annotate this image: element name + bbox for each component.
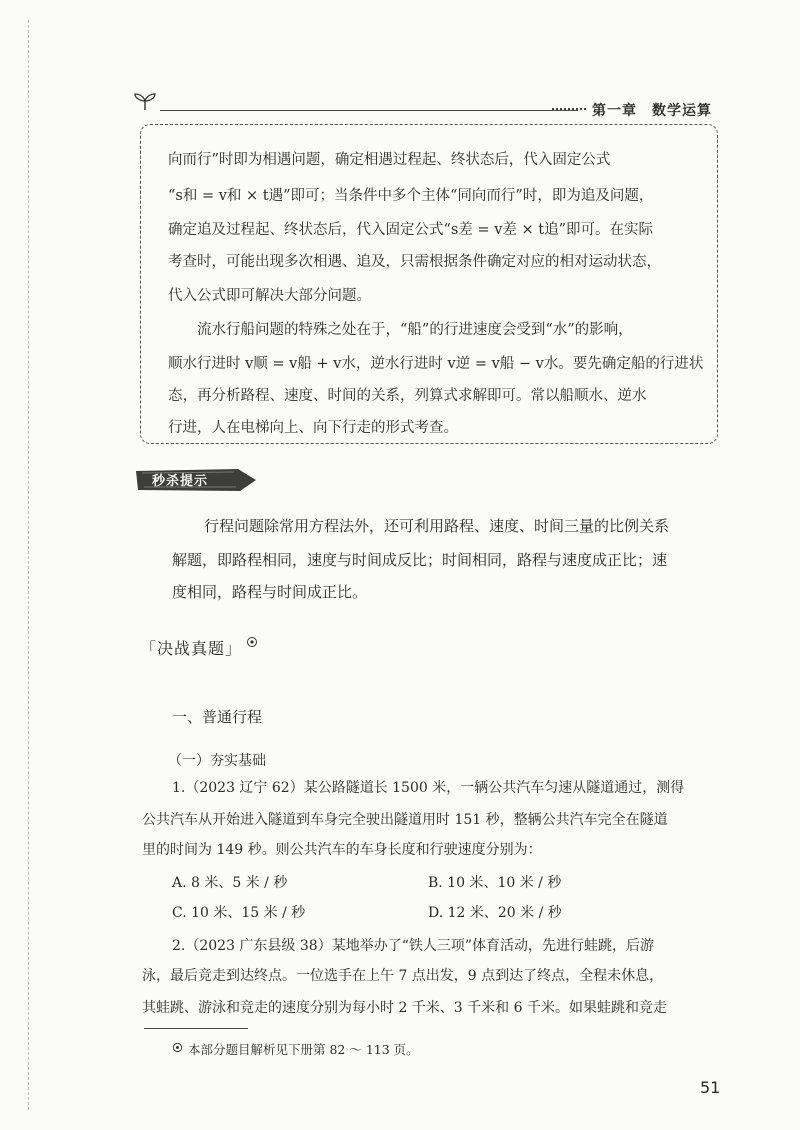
footnote: 本部分题目解析见下册第 82 ～ 113 页。 [188, 1042, 419, 1057]
subsection-title: 一、普通行程 [172, 708, 263, 726]
tip-line: 度相同，路程与时间成正比。 [172, 583, 368, 601]
flower-icon [172, 1042, 183, 1053]
q1-option-b: B. 10 米、10 米 / 秒 [428, 875, 562, 891]
tip-line: 行程问题除常用方程法外，还可利用路程、速度、时间三量的比例关系 [204, 517, 670, 535]
subsubsection-title: （一）夯实基础 [168, 753, 266, 769]
q1-line: 1.（2023 辽宁 62）某公路隧道长 1500 米，一辆公共汽车匀速从隧道通过，测得 [172, 780, 685, 796]
chapter-title: 第一章 数学运算 [592, 103, 712, 119]
box-line: 行进，人在电梯向上、向下行走的形式考查。 [168, 420, 458, 436]
box-line: 顺水行进时 v顺 = v船 + v水，逆水行进时 v逆 = v船 − v水。要先确定船的行进状 [168, 356, 704, 372]
box-line: 考查时，可能出现多次相遇、追及，只需根据条件确定对应的相对运动状态， [168, 254, 661, 270]
box-line: 向而行”时即为相遇问题，确定相遇过程起、终状态后，代入固定公式 [168, 152, 611, 168]
sprout-icon [132, 92, 158, 112]
box-line: “s和 = v和 × t遇”即可；当条件中多个主体“同向而行”时，即为追及问题， [168, 188, 654, 204]
q1-option-a: A. 8 米、5 米 / 秒 [172, 875, 288, 891]
flower-icon [246, 636, 258, 648]
scan-edge [28, 20, 30, 1110]
box-line: 代入公式即可解决大部分问题。 [168, 288, 371, 304]
q2-line: 泳，最后竞走到达终点。一位选手在上午 7 点出发，9 点到达了终点，全程未休息， [142, 968, 664, 984]
page-number: 51 [700, 1078, 721, 1097]
q2-line: 2.（2023 广东县级 38）某地举办了“铁人三项”体育活动，先进行蛙跳，后游 [172, 938, 655, 954]
header-dots [552, 108, 586, 110]
q2-line: 其蛙跳、游泳和竞走的速度分别为每小时 2 千米、3 千米和 6 千米。如果蛙跳和竞走 [142, 1000, 667, 1016]
box-line: 流水行船问题的特殊之处在于，“船”的行进速度会受到“水”的影响， [168, 322, 633, 338]
tip-line: 解题，即路程相同，速度与时间成反比；时间相同，路程与速度成正比；速 [172, 551, 668, 569]
section-title: 「决战真题」 [140, 639, 243, 658]
header-rule [160, 110, 578, 111]
q1-option-d: D. 12 米、20 米 / 秒 [428, 905, 562, 921]
q1-option-c: C. 10 米、15 米 / 秒 [172, 905, 306, 921]
tip-banner-label: 秒杀提示 [152, 474, 209, 489]
footnote-rule [144, 1028, 248, 1029]
box-line: 确定追及过程起、终状态后，代入固定公式“s差 = v差 × t追”即可。在实际 [168, 222, 654, 238]
q1-line: 里的时间为 149 秒。则公共汽车的车身长度和行驶速度分别为： [142, 842, 542, 858]
q1-line: 公共汽车从开始进入隧道到车身完全驶出隧道用时 151 秒，整辆公共汽车完全在隧道 [142, 812, 668, 828]
box-line: 态，再分析路程、速度、时间的关系，列算式求解即可。常以船顺水、逆水 [168, 388, 647, 404]
